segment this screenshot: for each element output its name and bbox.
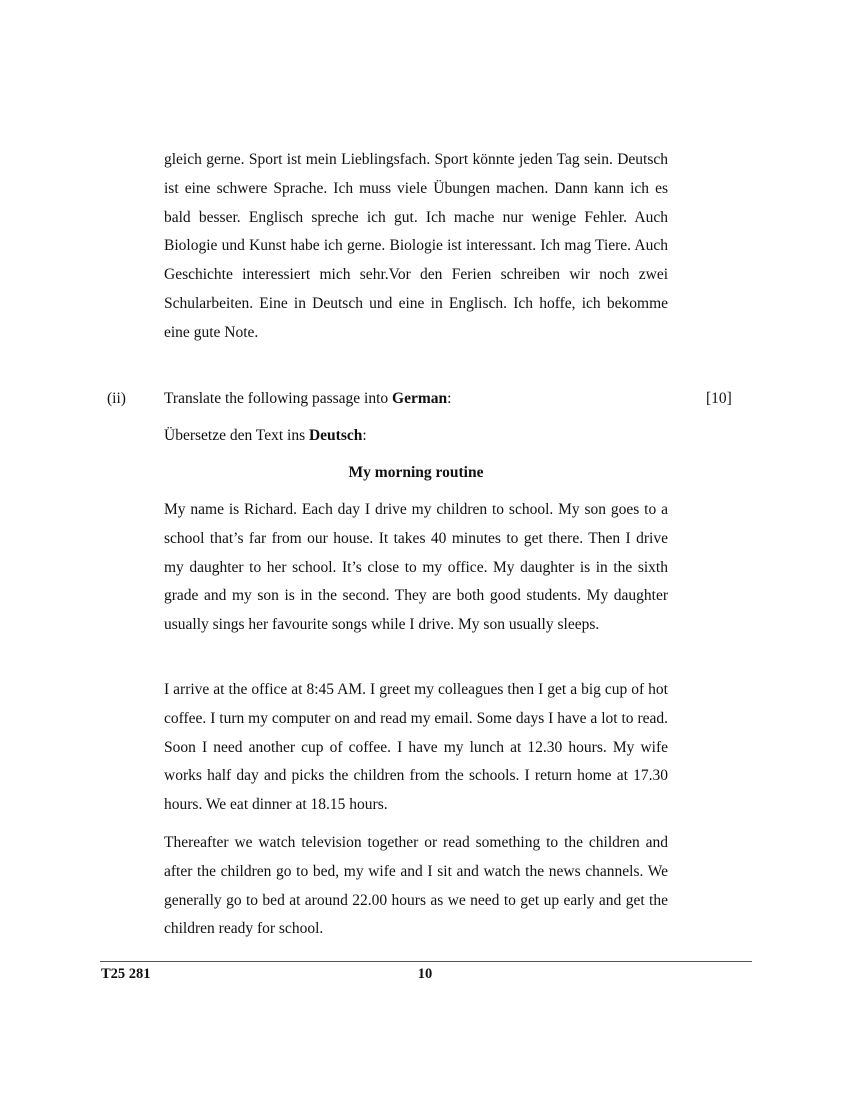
question-instruction	[164, 388, 451, 410]
passage-paragraph-2: I arrive at the office at 8:45 AM. I greet my colleagues then I get a big cup of hot coffee. I turn my computer on and read my email. Some days I have a lot to read. Soon I need another cup of coffee. I have my lunch at 12.30 hours. My wife works half day and picks the children from the schools. I return home at 17.30 hours. We eat dinner at 18.15 hours.	[164, 681, 668, 814]
continued-passage-paragraph: gleich gerne. Sport ist mein Lieblingsfach. Sport könnte jeden Tag sein. Deutsch ist eine schwere Sprache. Ich muss viele Übungen machen. Dann kann ich es bald besser. Englisch spreche ich gut. Ich mache nur wenige Fehler. Auch Biologie und Kunst habe ich gerne. Biologie ist interessant. Ich mag Tiere. Auch Geschichte interessiert mich sehr.Vor den Ferien schreiben wir noch zwei Schularbeiten. Eine in Deutsch und eine in Englisch. Ich hoffe, ich bekomme eine gute Note.	[164, 151, 668, 341]
instruction-colon: :	[447, 390, 452, 407]
footer-page-number: 10	[417, 966, 433, 982]
footer-paper-code: T25 281	[101, 966, 151, 982]
question-marks: [10]	[706, 390, 732, 407]
question-instruction-german	[164, 425, 367, 447]
passage-title: My morning routine	[348, 464, 484, 481]
instruction-de-language: Deutsch	[308, 427, 363, 444]
instruction-text: Translate the following passage into	[164, 390, 393, 407]
instruction-de-colon: :	[362, 427, 367, 444]
footer-divider	[100, 961, 752, 962]
instruction-language: German	[392, 390, 448, 407]
instruction-de-text: Übersetze den Text ins	[164, 427, 309, 444]
passage-paragraph-1: My name is Richard. Each day I drive my children to school. My son goes to a school that’s far from our house. It takes 40 minutes to get there. Then I drive my daughter to her school. It’s close to my office. My daughter is in the sixth grade and my son is in the second. They are both good students. My daughter usually sings her favourite songs while I drive. My son usually sleeps.	[164, 501, 668, 634]
passage-paragraph-3: Thereafter we watch television together or read something to the children and after the children go to bed, my wife and I sit and watch the news channels. We generally go to bed at around 22.00 hours as we need to get up early and get the children ready for school.	[164, 834, 668, 938]
question-number: (ii)	[107, 390, 126, 407]
